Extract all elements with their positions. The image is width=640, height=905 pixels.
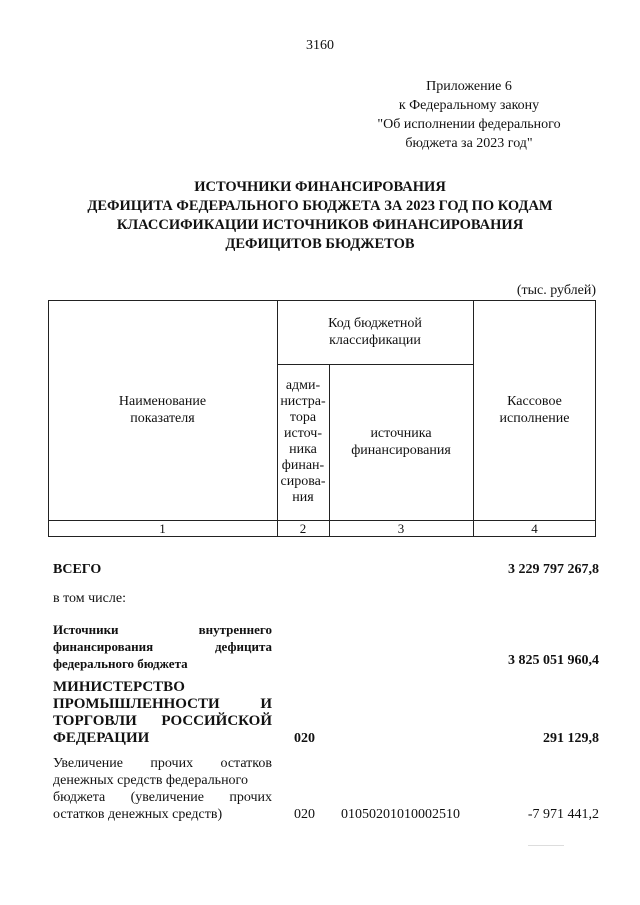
row-name-line: ТОРГОВЛИ РОССИЙСКОЙ xyxy=(53,713,272,729)
row-name-line: МИНИСТЕРСТВО xyxy=(53,679,185,695)
header-indicator-name xyxy=(48,300,277,520)
row-admin-code: 020 xyxy=(294,731,315,746)
row-name-line: финансирования дефицита xyxy=(53,639,272,654)
appendix-line: бюджета за 2023 год" xyxy=(405,136,533,151)
row-name xyxy=(53,679,272,747)
table-header xyxy=(48,300,596,537)
page-number: 3160 xyxy=(306,38,334,53)
header-text: Код бюджетной xyxy=(328,316,422,331)
appendix-line: Приложение 6 xyxy=(426,79,512,94)
title-line: ДЕФИЦИТОВ БЮДЖЕТОВ xyxy=(225,236,415,252)
scan-artifact xyxy=(528,845,564,846)
header-text: финансирования xyxy=(351,443,451,458)
row-name-line: Источники внутреннего xyxy=(53,622,272,637)
table-row-total xyxy=(53,561,599,578)
header-cash-execution xyxy=(473,300,596,520)
units-label: (тыс. рублей) xyxy=(516,283,596,298)
header-text: Кассовое xyxy=(507,394,562,409)
header-text: источ- xyxy=(284,426,322,441)
header-text: сирова- xyxy=(280,474,326,489)
header-text: исполнение xyxy=(499,411,570,426)
row-name xyxy=(53,621,272,672)
header-text: источника xyxy=(370,426,432,441)
header-text: показателя xyxy=(130,411,195,426)
row-name-line: бюджета (увеличение прочих xyxy=(53,790,272,805)
column-number: 4 xyxy=(531,521,538,536)
row-name: в том числе: xyxy=(53,591,126,606)
row-amount: 3 825 051 960,4 xyxy=(508,653,599,668)
row-name-line: федерального бюджета xyxy=(53,656,188,671)
title-line: КЛАССИФИКАЦИИ ИСТОЧНИКОВ ФИНАНСИРОВАНИЯ xyxy=(116,217,524,233)
title-line: ДЕФИЦИТА ФЕДЕРАЛЬНОГО БЮДЖЕТА ЗА 2023 ГОД ПО КОДАМ xyxy=(87,198,553,214)
header-budget-code xyxy=(277,300,473,364)
row-name-line: остатков денежных средств) xyxy=(53,807,223,822)
header-text: нистра- xyxy=(280,394,326,409)
appendix-line: к Федеральному закону xyxy=(398,98,540,113)
row-amount: 3 229 797 267,8 xyxy=(508,562,599,577)
row-source-code: 01050201010002510 xyxy=(341,807,460,822)
row-name-line: Увеличение прочих остатков xyxy=(53,756,272,771)
row-amount: -7 971 441,2 xyxy=(527,807,599,822)
row-name: ВСЕГО xyxy=(53,562,102,577)
header-source xyxy=(329,364,473,520)
column-number: 2 xyxy=(299,521,307,536)
appendix-line: "Об исполнении федерального xyxy=(377,117,561,132)
header-text: финан- xyxy=(281,458,325,473)
header-text: адми- xyxy=(285,378,321,393)
header-text: ния xyxy=(292,490,314,505)
table-row-increase-balances xyxy=(53,755,599,823)
column-number: 1 xyxy=(159,521,166,536)
header-text: Наименование xyxy=(118,394,207,409)
row-name-line: ФЕДЕРАЦИИ xyxy=(53,730,150,746)
header-administrator xyxy=(277,364,329,520)
table-row-ministry xyxy=(53,679,599,747)
row-name-line: денежных средств федерального xyxy=(53,773,248,788)
header-text: тора xyxy=(289,410,317,425)
row-amount: 291 129,8 xyxy=(543,731,599,746)
table-row-including xyxy=(53,590,599,607)
column-number: 3 xyxy=(397,521,405,536)
row-admin-code: 020 xyxy=(294,807,315,822)
header-text: ника xyxy=(289,442,317,457)
document-title xyxy=(40,178,600,254)
table-row-internal-sources xyxy=(53,621,599,672)
row-name xyxy=(53,755,272,823)
row-name-line: ПРОМЫШЛЕННОСТИ И xyxy=(53,696,272,712)
appendix-note xyxy=(356,77,582,153)
title-line: ИСТОЧНИКИ ФИНАНСИРОВАНИЯ xyxy=(194,179,446,195)
header-text: классификации xyxy=(329,333,421,348)
